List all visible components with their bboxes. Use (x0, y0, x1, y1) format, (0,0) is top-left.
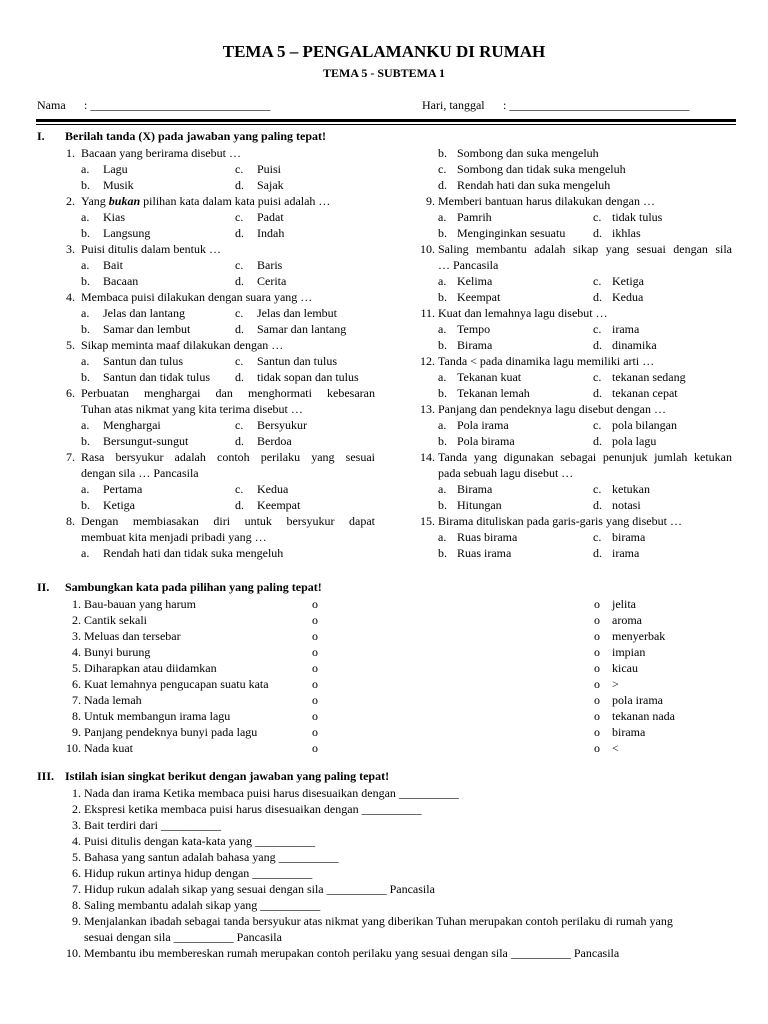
question-number: 9. (426, 194, 435, 208)
option-letter: b. (81, 226, 90, 240)
question-number: 12. (420, 354, 435, 368)
option-letter: d. (235, 370, 244, 384)
fill-number: 7. (72, 882, 81, 896)
option-letter: c. (235, 482, 244, 496)
option-letter: d. (593, 290, 602, 304)
option-letter: d. (438, 178, 447, 192)
question-text-part: Yang (81, 194, 109, 208)
option-letter: b. (438, 226, 447, 240)
fill-text: Hidup rukun artinya hidup dengan __________ (84, 866, 313, 880)
option-text: Jelas dan lembut (257, 306, 337, 320)
option-letter: b. (438, 498, 447, 512)
fill-text: Hidup rukun adalah sikap yang sesuai dengan sila __________ Pancasila (84, 882, 435, 896)
option-letter: c. (235, 354, 244, 368)
match-right-dot: o (594, 725, 600, 739)
match-left-dot: o (312, 709, 318, 723)
match-left-dot: o (312, 661, 318, 675)
option-letter: a. (438, 274, 447, 288)
match-number: 3. (72, 629, 81, 643)
section-1-number: I. (37, 129, 45, 143)
question-text: Birama dituliskan pada garis-garis yang disebut … (438, 514, 682, 528)
match-right-text: jelita (612, 597, 636, 611)
match-right-dot: o (594, 629, 600, 643)
option-text: Santun dan tidak tulus (103, 370, 210, 384)
match-right-text: > (612, 677, 619, 691)
option-text: Rendah hati dan suka mengeluh (457, 178, 611, 192)
question-number: 7. (66, 450, 75, 464)
question-text: Kuat dan lemahnya lagu disebut … (438, 306, 608, 320)
match-right-text: kicau (612, 661, 638, 675)
option-text: Samar dan lantang (257, 322, 347, 336)
name-field: : ______________________________ (84, 98, 271, 112)
question-text: Tanda yang digunakan sebagai penunjuk jumlah ketukan (438, 450, 732, 464)
match-left-dot: o (312, 693, 318, 707)
option-text: Menginginkan sesuatu (457, 226, 566, 240)
option-text: Hitungan (457, 498, 502, 512)
option-letter: c. (235, 210, 244, 224)
option-letter: b. (438, 434, 447, 448)
option-letter: b. (438, 146, 447, 160)
question-text: Tanda < pada dinamika lagu memiliki arti … (438, 354, 655, 368)
match-right-dot: o (594, 741, 600, 755)
option-letter: a. (438, 482, 447, 496)
fill-number: 1. (72, 786, 81, 800)
option-text: birama (612, 530, 646, 544)
match-right-text: tekanan nada (612, 709, 675, 723)
match-right-text: pola irama (612, 693, 663, 707)
match-left-text: Untuk membangun irama lagu (84, 709, 231, 723)
option-letter: b. (438, 290, 447, 304)
option-text: Sajak (257, 178, 284, 192)
option-text: Jelas dan lantang (103, 306, 185, 320)
header-divider-thin (36, 124, 736, 125)
question-text-cont: … Pancasila (438, 258, 499, 272)
option-text: Bersungut-sungut (103, 434, 189, 448)
option-letter: c. (593, 274, 602, 288)
fill-number: 3. (72, 818, 81, 832)
option-letter: d. (235, 274, 244, 288)
option-letter: c. (235, 306, 244, 320)
option-letter: c. (593, 322, 602, 336)
option-text: Lagu (103, 162, 128, 176)
option-text: Sombong dan tidak suka mengeluh (457, 162, 626, 176)
name-label: Nama (37, 98, 66, 112)
option-letter: d. (235, 226, 244, 240)
option-letter: a. (438, 210, 447, 224)
option-text: Tekanan lemah (457, 386, 530, 400)
option-text: Indah (257, 226, 285, 240)
option-letter: b. (81, 498, 90, 512)
option-text: tidak sopan dan tulus (257, 370, 359, 384)
option-letter: c. (438, 162, 447, 176)
option-letter: c. (235, 258, 244, 272)
question-emphasis: bukan (108, 194, 141, 208)
option-text: Samar dan lembut (103, 322, 191, 336)
match-right-text: birama (612, 725, 646, 739)
option-letter: c. (235, 162, 244, 176)
fill-number: 6. (72, 866, 81, 880)
question-number: 5. (66, 338, 75, 352)
option-letter: a. (438, 530, 447, 544)
header-divider-thick (36, 119, 736, 122)
option-letter: d. (593, 434, 602, 448)
option-text: Pola irama (457, 418, 509, 432)
option-letter: d. (593, 386, 602, 400)
option-text: Puisi (257, 162, 282, 176)
option-letter: a. (81, 546, 90, 560)
fill-number: 8. (72, 898, 81, 912)
option-text: Cerita (257, 274, 287, 288)
match-right-dot: o (594, 693, 600, 707)
fill-number: 2. (72, 802, 81, 816)
question-number: 10. (420, 242, 435, 256)
fill-text: Bait terdiri dari __________ (84, 818, 221, 832)
option-text: Berdoa (257, 434, 292, 448)
match-left-dot: o (312, 629, 318, 643)
option-text: Menghargai (103, 418, 161, 432)
fill-text-cont: sesuai dengan sila __________ Pancasila (84, 930, 282, 944)
question-text: Rasa bersyukur adalah contoh perilaku yang sesuai (81, 450, 375, 464)
option-text: Bait (103, 258, 123, 272)
question-number: 6. (66, 386, 75, 400)
option-letter: a. (81, 354, 90, 368)
match-right-text: aroma (612, 613, 642, 627)
option-text: Ruas irama (457, 546, 512, 560)
match-number: 1. (72, 597, 81, 611)
fill-text: Ekspresi ketika membaca puisi harus disesuaikan dengan __________ (84, 802, 422, 816)
option-text: Kelima (457, 274, 493, 288)
fill-number: 5. (72, 850, 81, 864)
match-right-dot: o (594, 677, 600, 691)
option-letter: a. (81, 306, 90, 320)
question-number: 1. (66, 146, 75, 160)
option-text: Ketiga (612, 274, 644, 288)
option-text: tidak tulus (612, 210, 663, 224)
match-left-dot: o (312, 613, 318, 627)
match-left-text: Meluas dan tersebar (84, 629, 181, 643)
option-text: Bacaan (103, 274, 139, 288)
fill-number: 10. (66, 946, 81, 960)
option-text: Birama (457, 482, 493, 496)
option-letter: d. (593, 338, 602, 352)
fill-text: Puisi ditulis dengan kata-kata yang __________ (84, 834, 315, 848)
match-left-text: Bau-bauan yang harum (84, 597, 196, 611)
section-3-heading: Istilah isian singkat berikut dengan jawaban yang paling tepat! (65, 769, 390, 783)
option-text: tekanan cepat (612, 386, 678, 400)
question-text: Puisi ditulis dalam bentuk … (81, 242, 221, 256)
question-text: Perbuatan menghargai dan menghormati kebesaran (81, 386, 375, 400)
question-number: 3. (66, 242, 75, 256)
question-text-cont: Tuhan atas nikmat yang kita terima disebut … (81, 402, 303, 416)
option-text: ketukan (612, 482, 650, 496)
option-text: Kias (103, 210, 125, 224)
fill-text: Bahasa yang santun adalah bahasa yang __________ (84, 850, 339, 864)
option-letter: a. (438, 322, 447, 336)
match-left-text: Bunyi burung (84, 645, 151, 659)
match-left-dot: o (312, 725, 318, 739)
question-text: Sikap meminta maaf dilakukan dengan … (81, 338, 284, 352)
question-text: Bacaan yang berirama disebut … (81, 146, 241, 160)
option-text: notasi (612, 498, 641, 512)
option-text: irama (612, 546, 640, 560)
question-text: Memberi bantuan harus dilakukan dengan … (438, 194, 655, 208)
option-letter: d. (593, 226, 602, 240)
option-text: pola lagu (612, 434, 657, 448)
option-text: ikhlas (612, 226, 641, 240)
match-number: 5. (72, 661, 81, 675)
option-letter: c. (593, 210, 602, 224)
match-right-dot: o (594, 613, 600, 627)
option-text: Tempo (457, 322, 491, 336)
option-letter: b. (81, 274, 90, 288)
option-letter: a. (81, 162, 90, 176)
page-subtitle: TEMA 5 - SUBTEMA 1 (322, 66, 445, 80)
option-text: Tekanan kuat (457, 370, 522, 384)
match-left-dot: o (312, 597, 318, 611)
option-letter: b. (438, 386, 447, 400)
question-number: 8. (66, 514, 75, 528)
fill-text: Membantu ibu membereskan rumah merupakan contoh perilaku yang sesuai dengan sila __________ Pancasila (84, 946, 620, 960)
question-number: 13. (420, 402, 435, 416)
option-text: Ketiga (103, 498, 135, 512)
section-3-number: III. (37, 769, 55, 783)
option-text: Santun dan tulus (103, 354, 183, 368)
match-number: 9. (72, 725, 81, 739)
question-text: Dengan membiasakan diri untuk bersyukur dapat (81, 514, 375, 528)
option-letter: b. (438, 338, 447, 352)
option-letter: c. (593, 418, 602, 432)
option-letter: d. (593, 546, 602, 560)
match-right-text: impian (612, 645, 646, 659)
section-1-heading: Berilah tanda (X) pada jawaban yang paling tepat! (65, 129, 327, 143)
date-label: Hari, tanggal (422, 98, 485, 112)
page-title: TEMA 5 – PENGALAMANKU DI RUMAH (222, 42, 546, 61)
fill-number: 9. (72, 914, 81, 928)
match-number: 6. (72, 677, 81, 691)
match-left-text: Nada lemah (84, 693, 142, 707)
option-letter: d. (593, 498, 602, 512)
option-text: tekanan sedang (612, 370, 686, 384)
match-number: 8. (72, 709, 81, 723)
option-text: Birama (457, 338, 493, 352)
option-letter: d. (235, 498, 244, 512)
fill-number: 4. (72, 834, 81, 848)
fill-text: Saling membantu adalah sikap yang __________ (84, 898, 321, 912)
match-number: 4. (72, 645, 81, 659)
option-text: Rendah hati dan tidak suka mengeluh (103, 546, 284, 560)
option-text: Santun dan tulus (257, 354, 337, 368)
option-text: Ruas birama (457, 530, 518, 544)
option-letter: c. (235, 418, 244, 432)
match-right-dot: o (594, 645, 600, 659)
option-text: Kedua (257, 482, 289, 496)
match-left-dot: o (312, 677, 318, 691)
match-left-dot: o (312, 741, 318, 755)
option-letter: d. (235, 178, 244, 192)
match-number: 10. (66, 741, 81, 755)
option-letter: b. (81, 322, 90, 336)
match-right-dot: o (594, 661, 600, 675)
match-right-dot: o (594, 597, 600, 611)
option-letter: a. (81, 482, 90, 496)
match-left-text: Panjang pendeknya bunyi pada lagu (84, 725, 258, 739)
question-text-part: pilihan kata dalam kata puisi adalah … (140, 194, 331, 208)
option-letter: b. (81, 370, 90, 384)
option-letter: b. (81, 434, 90, 448)
option-text: Bersyukur (257, 418, 307, 432)
option-text: dinamika (612, 338, 657, 352)
question-text: Membaca puisi dilakukan dengan suara yang … (81, 290, 313, 304)
option-text: Musik (103, 178, 134, 192)
question-text-cont: membuat kita menjadi pribadi yang … (81, 530, 267, 544)
date-field: : ______________________________ (503, 98, 690, 112)
option-text: irama (612, 322, 640, 336)
option-letter: d. (235, 434, 244, 448)
match-right-text: menyerbak (612, 629, 666, 643)
section-2-heading: Sambungkan kata pada pilihan yang paling tepat! (65, 580, 322, 594)
match-right-text: < (612, 741, 619, 755)
match-left-dot: o (312, 645, 318, 659)
question-number: 11. (420, 306, 435, 320)
option-letter: a. (81, 210, 90, 224)
option-text: Kedua (612, 290, 644, 304)
option-letter: a. (81, 418, 90, 432)
match-left-text: Cantik sekali (84, 613, 147, 627)
option-letter: c. (593, 370, 602, 384)
option-letter: b. (438, 546, 447, 560)
option-text: Padat (257, 210, 284, 224)
option-text: Keempat (457, 290, 501, 304)
match-number: 2. (72, 613, 81, 627)
question-text: Saling membantu adalah sikap yang sesuai dengan sila (438, 242, 732, 256)
option-letter: a. (81, 258, 90, 272)
question-number: 4. (66, 290, 75, 304)
option-letter: a. (438, 418, 447, 432)
option-text: Pertama (103, 482, 143, 496)
match-left-text: Kuat lemahnya pengucapan suatu kata (84, 677, 269, 691)
option-text: pola bilangan (612, 418, 677, 432)
match-left-text: Diharapkan atau diidamkan (84, 661, 217, 675)
option-text: Langsung (103, 226, 151, 240)
option-letter: c. (593, 530, 602, 544)
question-text (81, 193, 330, 209)
match-number: 7. (72, 693, 81, 707)
fill-text: Nada dan irama Ketika membaca puisi harus disesuaikan dengan __________ (84, 786, 459, 800)
question-text: Panjang dan pendeknya lagu disebut dengan … (438, 402, 666, 416)
option-letter: a. (438, 370, 447, 384)
option-text: Sombong dan suka mengeluh (457, 146, 599, 160)
option-letter: d. (235, 322, 244, 336)
option-text: Pola birama (457, 434, 515, 448)
question-text-cont: pada sebuah lagu disebut … (438, 466, 574, 480)
question-number: 14. (420, 450, 435, 464)
question-text-cont: dengan sila … Pancasila (81, 466, 199, 480)
match-left-text: Nada kuat (84, 741, 133, 755)
option-letter: c. (593, 482, 602, 496)
section-2-number: II. (37, 580, 50, 594)
question-number: 15. (420, 514, 435, 528)
option-letter: b. (81, 178, 90, 192)
question-number: 2. (66, 194, 75, 208)
match-right-dot: o (594, 709, 600, 723)
option-text: Baris (257, 258, 283, 272)
option-text: Keempat (257, 498, 301, 512)
fill-text: Menjalankan ibadah sebagai tanda bersyukur atas nikmat yang diberikan Tuhan merupakan contoh perilaku di rumah yang (84, 914, 673, 928)
option-text: Pamrih (457, 210, 492, 224)
